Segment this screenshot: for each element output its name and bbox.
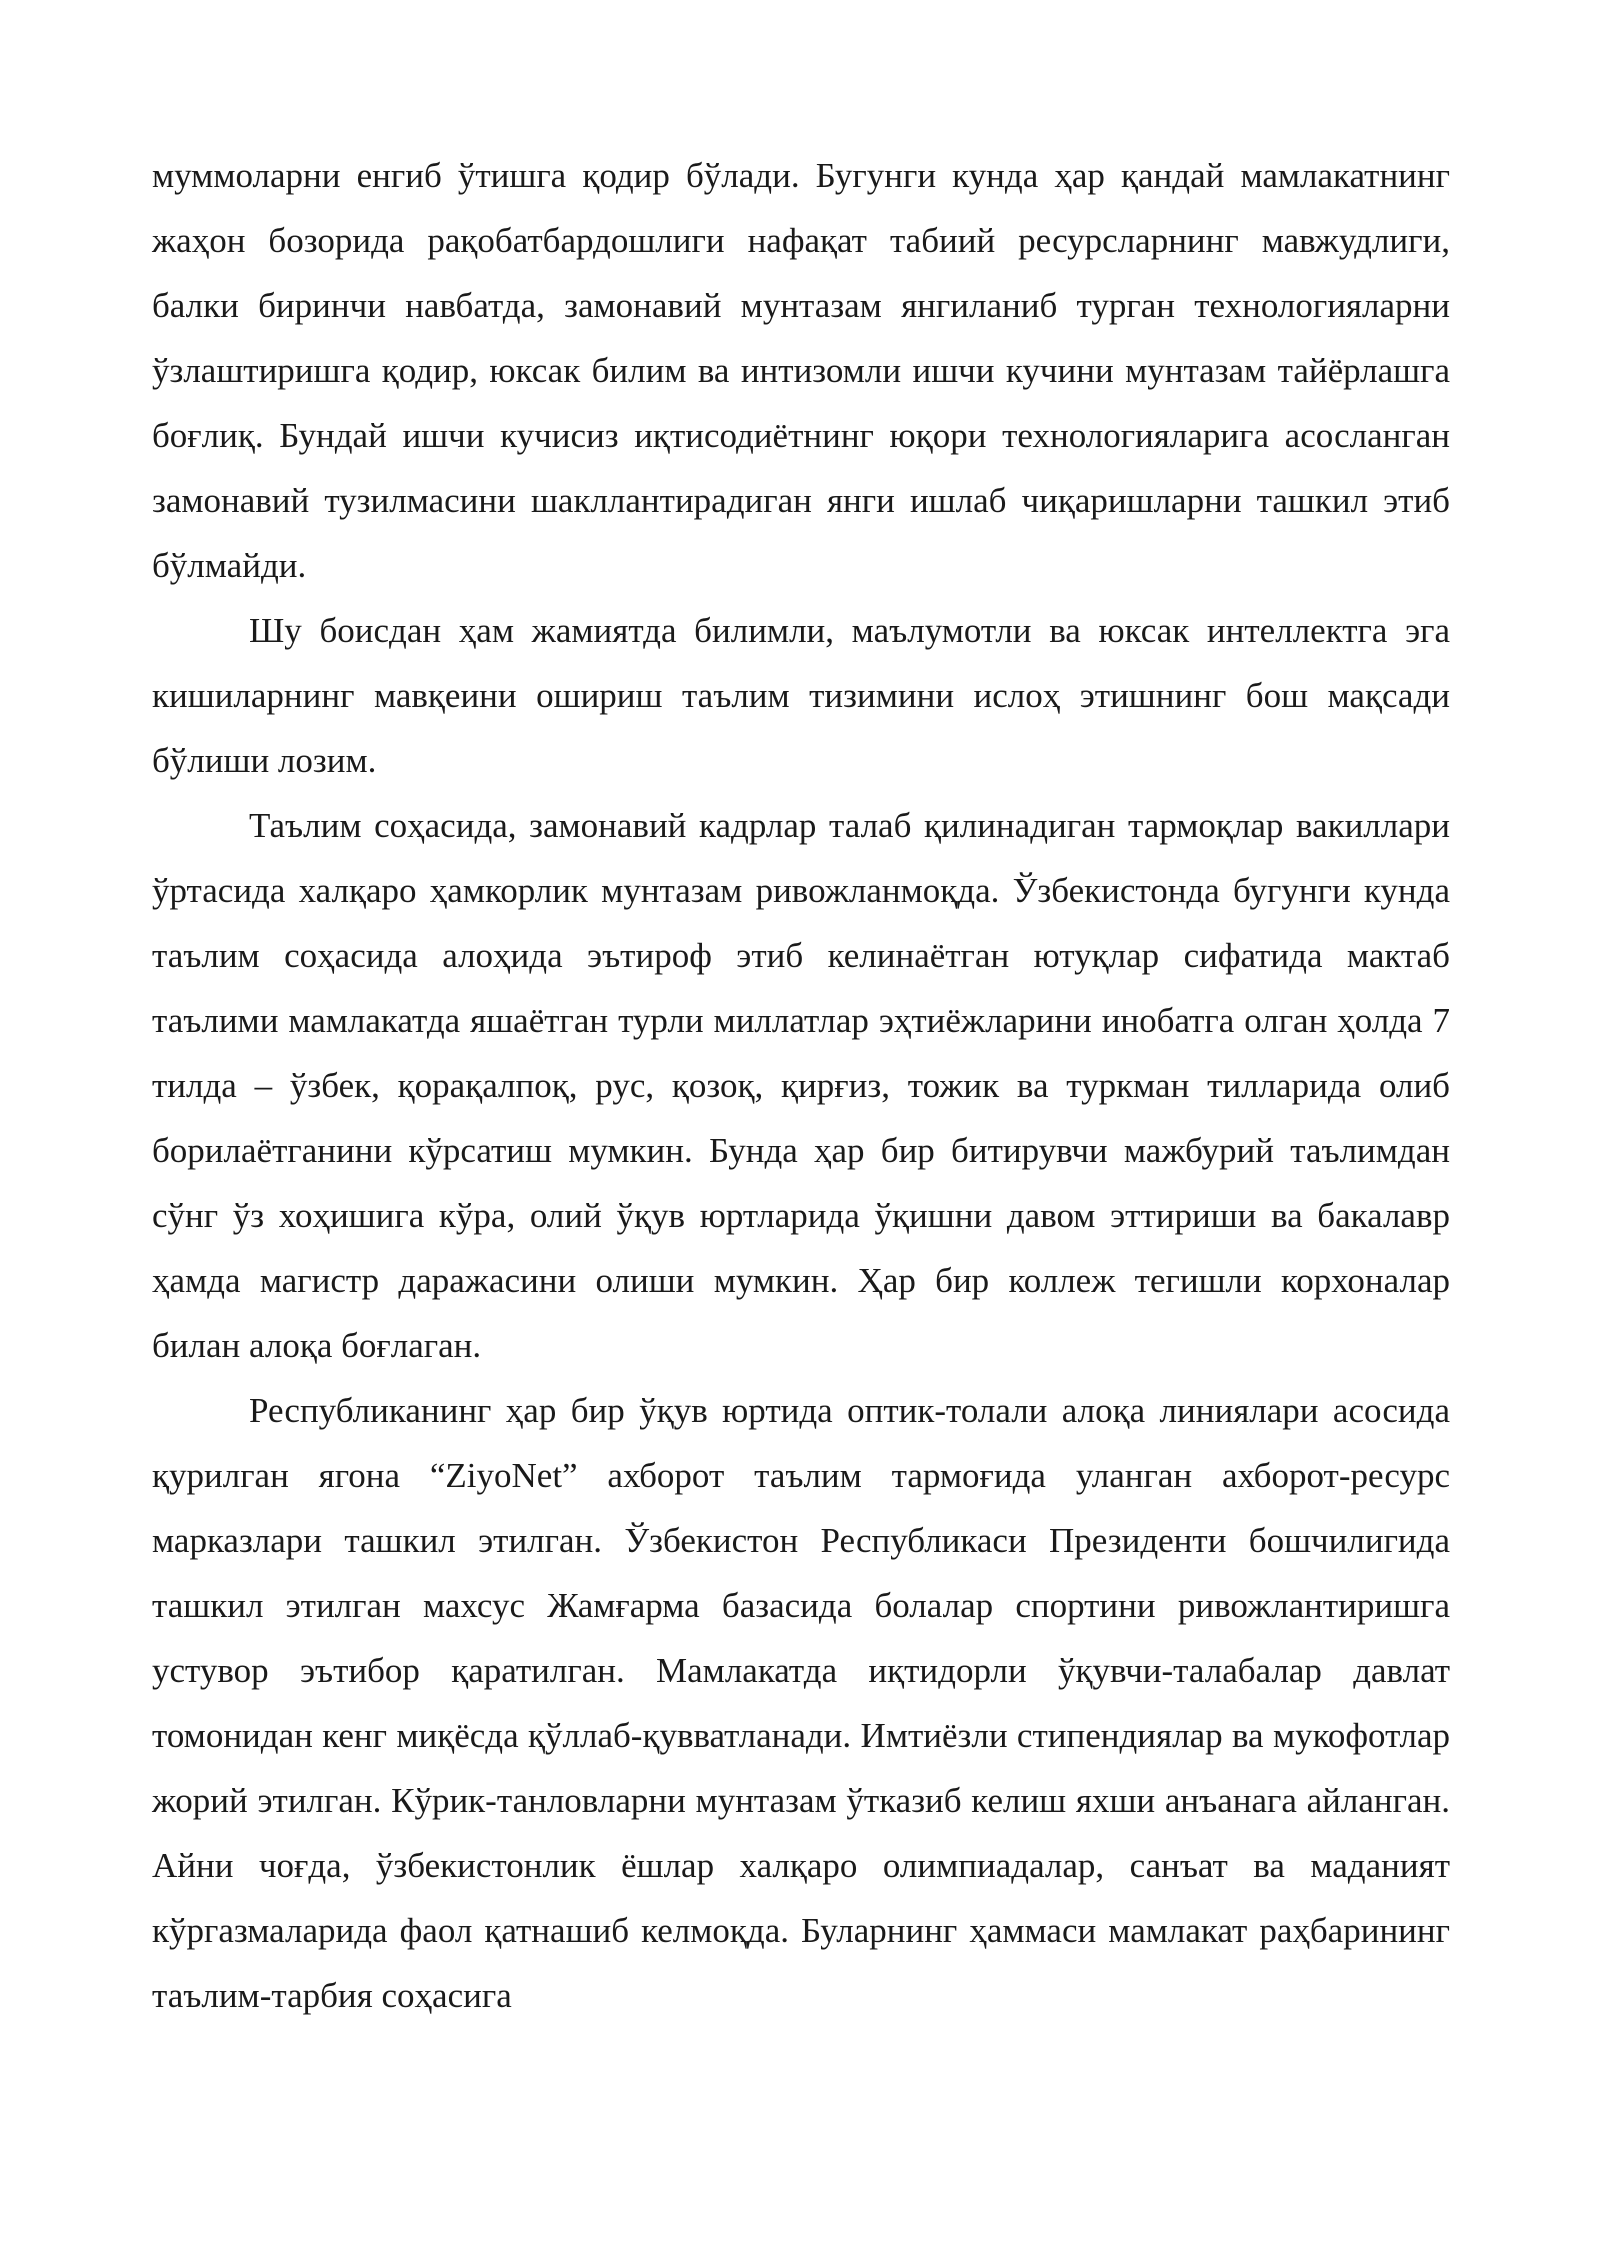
paragraph-2: Шу боисдан ҳам жамиятда билимли, маълумотли ва юксак интеллектга эга кишиларнинг мавқеини ошириш таълим тизимини ислоҳ этишнинг бош мақсади бўлиши лозим. (152, 611, 1450, 780)
paragraph-1: муммоларни енгиб ўтишга қодир бўлади. Бугунги кунда ҳар қандай мамлакатнинг жаҳон бозорида рақобатбардошлиги нафақат табиий ресурсларнинг мавжудлиги, балки биринчи навбатда, замонавий мунтазам янгиланиб турган технологияларни ўзлаштиришга қодир, юксак билим ва интизомли ишчи кучини мунтазам тайёрлашга боғлиқ. Бундай ишчи кучисиз иқтисодиётнинг юқори технологияларига асосланган замонавий тузилмасини шакллантирадиган янги ишлаб чиқаришларни ташкил этиб бўлмайди. (152, 156, 1450, 585)
paragraph-4: Республиканинг ҳар бир ўқув юртида оптик-толали алоқа линиялари асосида қурилган ягона “ZiyoNet” ахборот таълим тармоғида уланган ахборот-ресурс марказлари ташкил этилган. Ўзбекистон Республикаси Президенти бошчилигида ташкил этилган махсус Жамғарма базасида болалар спортини ривожлантиришга устувор эътибор қаратилган. Мамлакатда иқтидорли ўқувчи-талабалар давлат томонидан кенг миқёсда қўллаб-қувватланади. Имтиёзли стипендиялар ва мукофотлар жорий этилган. Кўрик-танловларни мунтазам ўтказиб келиш яхши анъанага айланган. Айни чоғда, ўзбекистонлик ёшлар халқаро олимпиадалар, санъат ва маданият кўргазмаларида фаол қатнашиб келмоқда. Буларнинг ҳаммаси мамлакат раҳбарининг таълим-тарбия соҳасига (152, 1391, 1450, 2015)
paragraph-3: Таълим соҳасида, замонавий кадрлар талаб қилинадиган тармоқлар вакиллари ўртасида халқаро ҳамкорлик мунтазам ривожланмоқда. Ўзбекистонда бугунги кунда таълим соҳасида алоҳида эътироф этиб келинаётган ютуқлар сифатида мактаб таълими мамлакатда яшаётган турли миллатлар эҳтиёжларини инобатга олган ҳолда 7 тилда – ўзбек, қорақалпоқ, рус, қозоқ, қирғиз, тожик ва туркман тилларида олиб борилаётганини кўрсатиш мумкин. Бунда ҳар бир битирувчи мажбурий таълимдан сўнг ўз хоҳишига кўра, олий ўқув юртларида ўқишни давом эттириши ва бакалавр ҳамда магистр даражасини олиши мумкин. Ҳар бир коллеж тегишли корхоналар билан алоқа боғлаган. (152, 806, 1450, 1365)
document-body (152, 143, 1450, 2028)
